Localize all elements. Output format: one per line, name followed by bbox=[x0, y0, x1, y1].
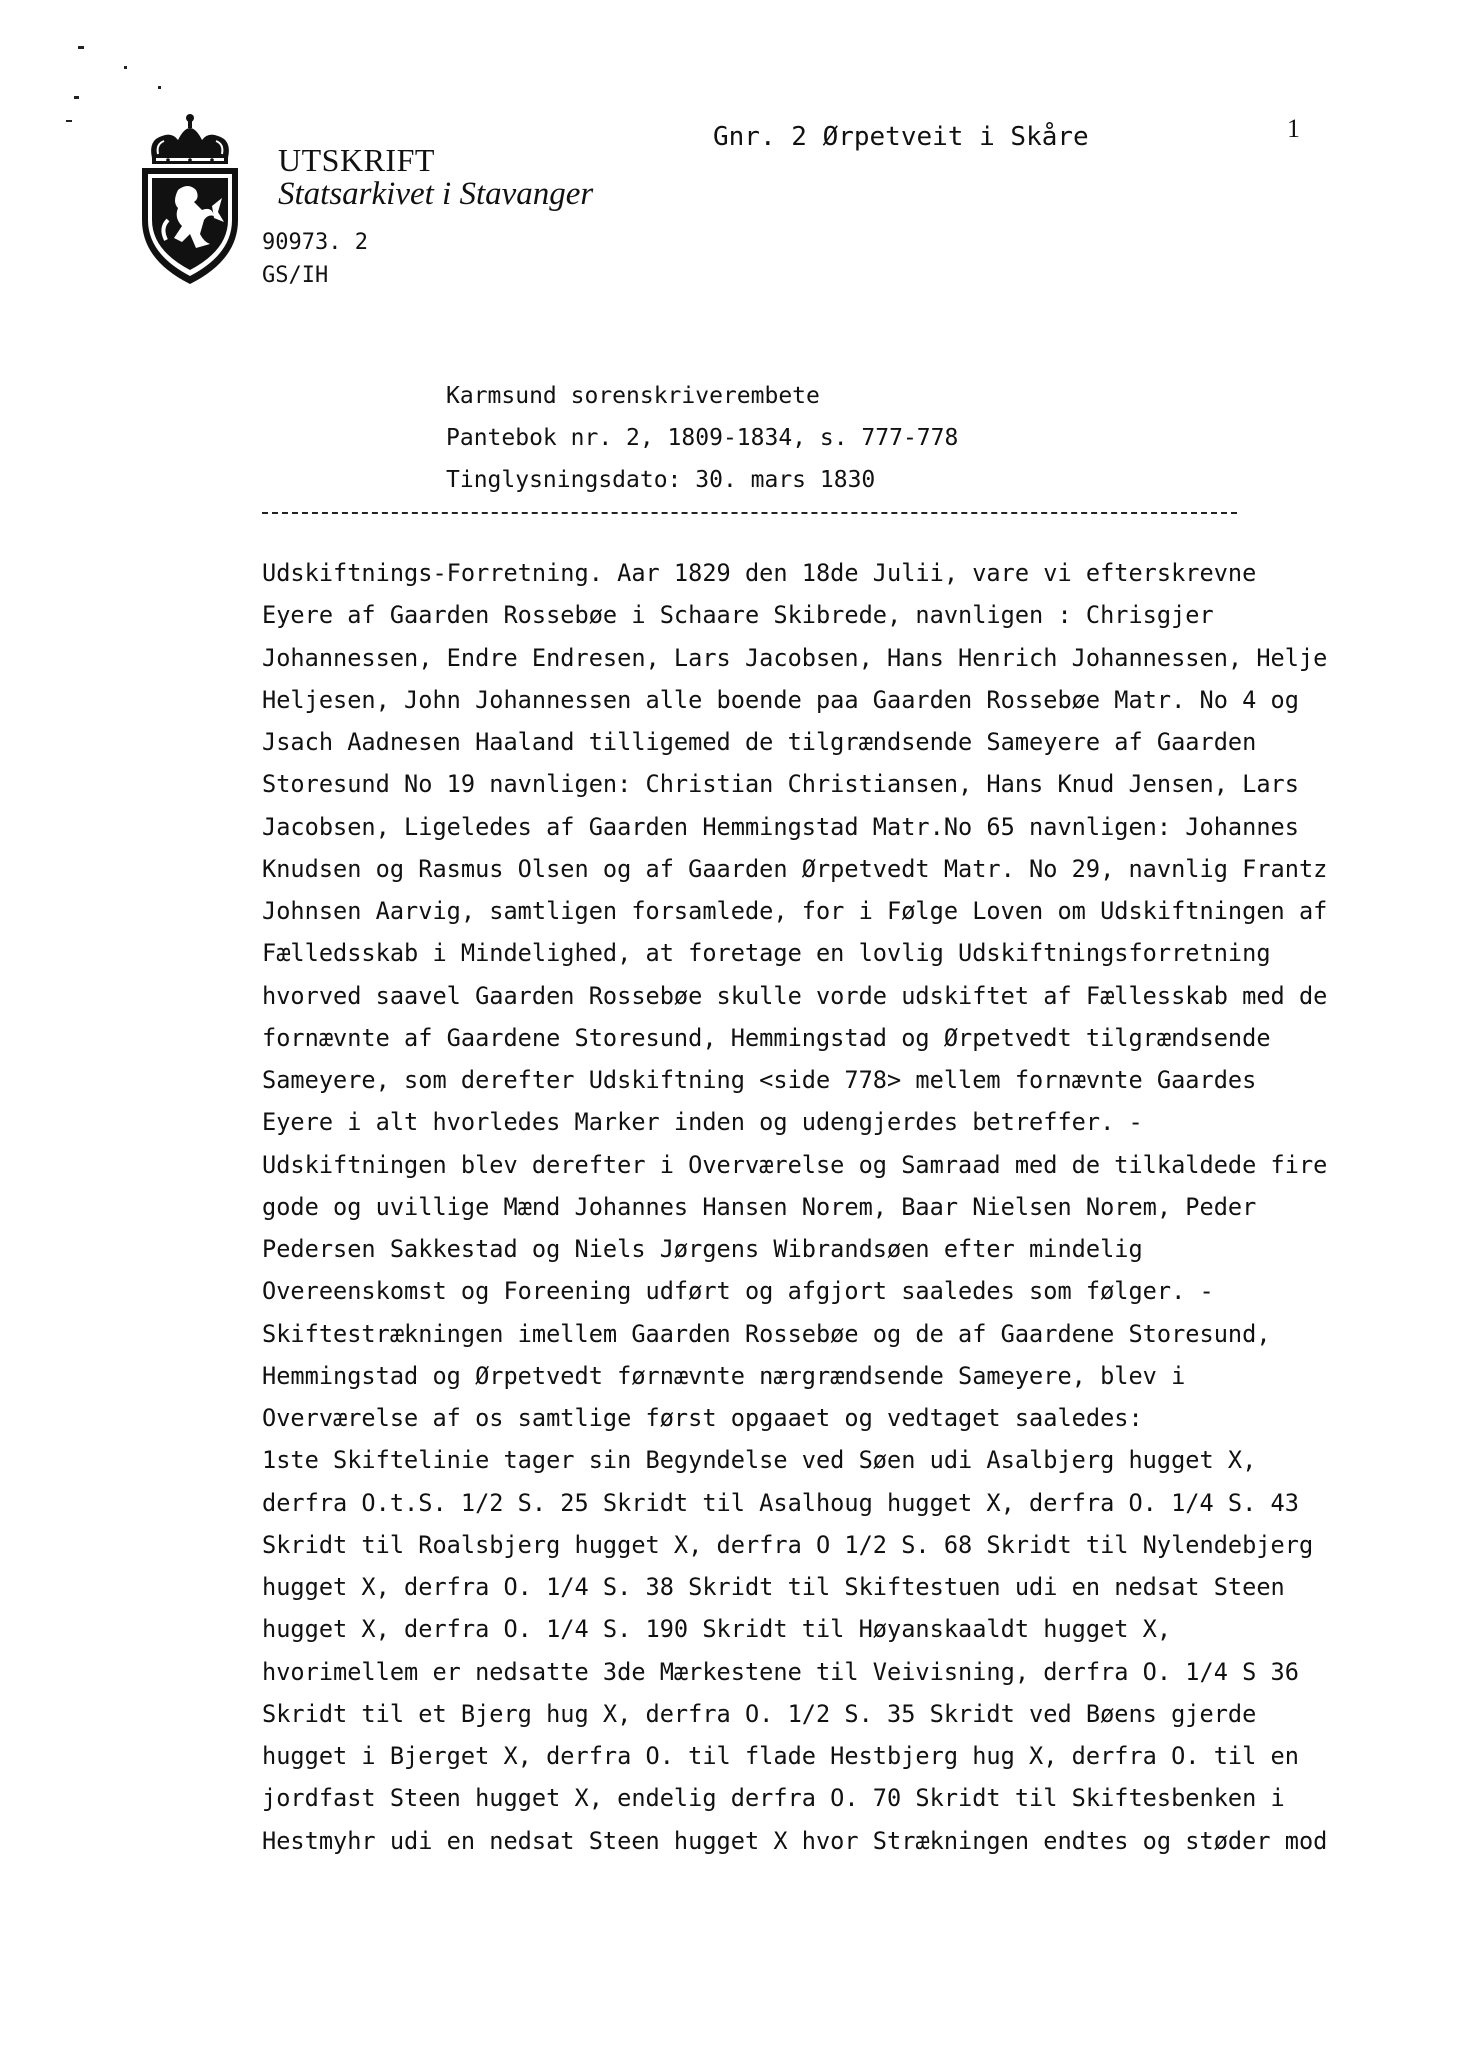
body-line: hugget X, derfra O. 1/4 S. 190 Skridt til Høyanskaaldt hugget X, bbox=[262, 1615, 1172, 1644]
scan-speck bbox=[74, 96, 79, 99]
body-line: Fælledsskab i Mindelighed, at foretage en lovlig Udskiftningsforretning bbox=[262, 939, 1271, 968]
body-line: Johannessen, Endre Endresen, Lars Jacobsen, Hans Henrich Johannessen, Helje bbox=[262, 643, 1328, 672]
body-line: hugget i Bjerget X, derfra O. til flade Hestbjerg hug X, derfra O. til en bbox=[262, 1742, 1299, 1770]
institution-title: UTSKRIFT bbox=[278, 142, 435, 178]
scan-speck bbox=[66, 120, 72, 122]
body-line: Storesund No 19 navnligen: Christian Christiansen, Hans Knud Jensen, Lars bbox=[262, 770, 1299, 799]
body-line: Overeenskomst og Foreening udført og afgjort saaledes som følger. - bbox=[262, 1277, 1214, 1306]
page-number: 1 bbox=[1287, 114, 1300, 143]
body-line: Skridt til Roalsbjerg hugget X, derfra O 1/2 S. 68 Skridt til Nylendebjerg bbox=[262, 1530, 1314, 1559]
institution-subtitle: Statsarkivet i Stavanger bbox=[278, 176, 594, 212]
body-line: Heljesen, John Johannessen alle boende paa Gaarden Rossebøe Matr. No 4 og bbox=[262, 685, 1299, 714]
source-book: Pantebok nr. 2, 1809-1834, s. 777-778 bbox=[446, 425, 959, 451]
body-line: 1ste Skiftelinie tager sin Begyndelse ved Søen udi Asalbjerg hugget X, bbox=[262, 1446, 1257, 1475]
body-line: Knudsen og Rasmus Olsen og af Gaarden Ørpetvedt Matr. No 29, navnlig Frantz bbox=[262, 854, 1328, 883]
body-line: jordfast Steen hugget X, endelig derfra O. 70 Skridt til Skiftesbenken i bbox=[262, 1784, 1285, 1813]
body-line: hugget X, derfra O. 1/4 S. 38 Skridt til Skiftestuen udi en nedsat Steen bbox=[262, 1573, 1285, 1601]
body-line: Overværelse af os samtlige først opgaaet og vedtaget saaledes: bbox=[262, 1404, 1143, 1432]
registration-date: Tinglysningsdato: 30. mars 1830 bbox=[446, 467, 876, 493]
body-line: Sameyere, som derefter Udskiftning <side 778> mellem fornævnte Gaardes bbox=[262, 1066, 1257, 1094]
body-line: Hestmyhr udi en nedsat Steen hugget X hvor Strækningen endtes og støder mod bbox=[262, 1826, 1328, 1855]
body-line: Eyere af Gaarden Rossebøe i Schaare Skibrede, navnligen : Chrisgjer bbox=[262, 601, 1214, 630]
coat-of-arms-icon bbox=[138, 110, 242, 286]
transcription-body bbox=[262, 552, 1332, 1862]
body-line: Jsach Aadnesen Haaland tilligemed de tilgrændsende Sameyere af Gaarden bbox=[262, 728, 1257, 756]
body-line: fornævnte af Gaardene Storesund, Hemmingstad og Ørpetvedt tilgrændsende bbox=[262, 1023, 1271, 1052]
scan-speck bbox=[78, 46, 84, 49]
scan-speck bbox=[158, 86, 161, 89]
initials: GS/IH bbox=[262, 263, 329, 288]
body-line: hvorved saavel Gaarden Rossebøe skulle vorde udskiftet af Fællesskab med de bbox=[262, 981, 1328, 1010]
body-line: Udskiftningen blev derefter i Overværelse og Samraad med de tilkaldede fire bbox=[262, 1150, 1328, 1179]
body-line: Eyere i alt hvorledes Marker inden og udengjerdes betreffer. - bbox=[262, 1108, 1143, 1137]
body-line: Skridt til et Bjerg hug X, derfra O. 1/2 S. 35 Skridt ved Bøens gjerde bbox=[262, 1699, 1257, 1728]
reference-number: 90973. 2 bbox=[262, 230, 368, 255]
body-line: derfra O.t.S. 1/2 S. 25 Skridt til Asalhoug hugget X, derfra O. 1/4 S. 43 bbox=[262, 1488, 1299, 1517]
body-line: gode og uvillige Mænd Johannes Hansen Norem, Baar Nielsen Norem, Peder bbox=[262, 1192, 1257, 1221]
body-line: Udskiftnings-Forretning. Aar 1829 den 18de Julii, vare vi efterskrevne bbox=[262, 559, 1257, 587]
property-heading: Gnr. 2 Ørpetveit i Skåre bbox=[713, 122, 1089, 152]
body-line: Johnsen Aarvig, samtligen forsamlede, for i Følge Loven om Udskiftningen af bbox=[262, 897, 1328, 925]
body-line: Skiftestrækningen imellem Gaarden Rossebøe og de af Gaardene Storesund, bbox=[262, 1319, 1271, 1348]
scan-speck bbox=[124, 66, 127, 69]
body-line: hvorimellem er nedsatte 3de Mærkestene til Veivisning, derfra O. 1/4 S 36 bbox=[262, 1657, 1299, 1686]
body-line: Pedersen Sakkestad og Niels Jørgens Wibrandsøen efter mindelig bbox=[262, 1235, 1143, 1263]
source-office: Karmsund sorenskriverembete bbox=[446, 383, 820, 409]
dashed-separator bbox=[262, 512, 1237, 514]
body-line: Hemmingstad og Ørpetvedt førnævnte nærgrændsende Sameyere, blev i bbox=[262, 1361, 1186, 1390]
body-line: Jacobsen, Ligeledes af Gaarden Hemmingstad Matr.No 65 navnligen: Johannes bbox=[262, 812, 1299, 841]
